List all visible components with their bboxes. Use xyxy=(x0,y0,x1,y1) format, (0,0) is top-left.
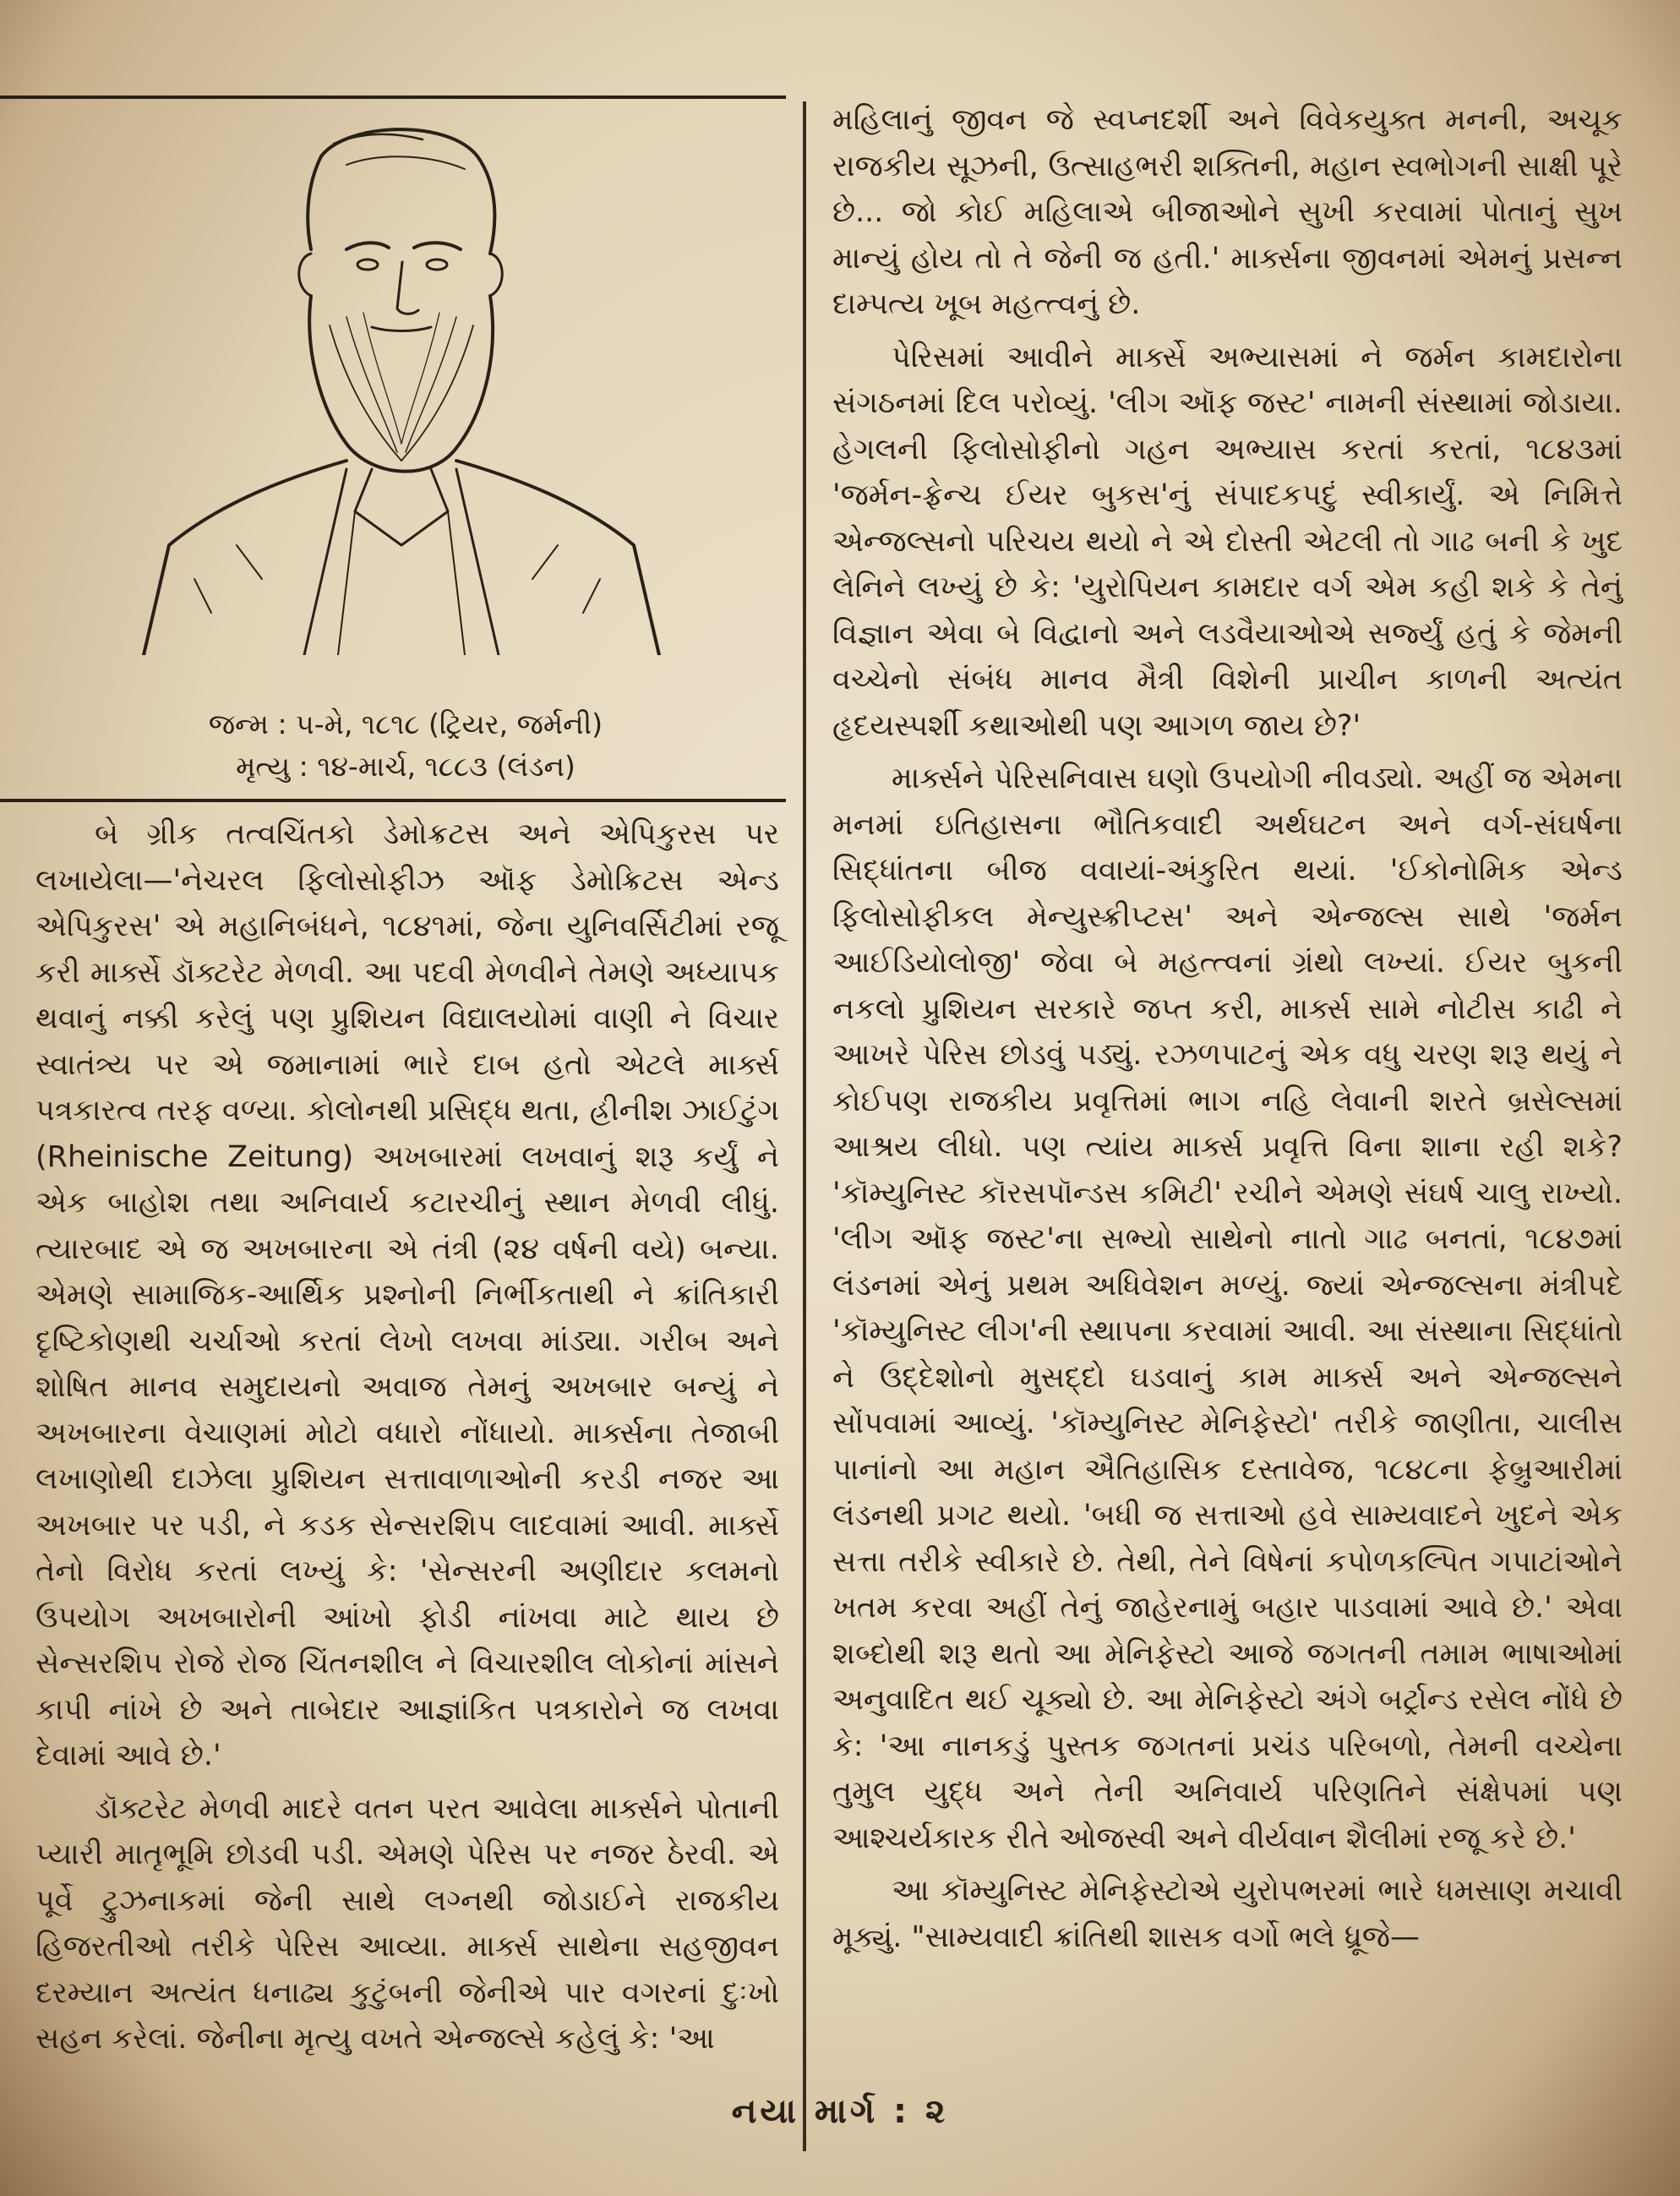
caption-rule xyxy=(0,799,786,802)
right-column xyxy=(832,97,1623,1960)
top-rule xyxy=(0,96,786,99)
left-paragraph-2: ડૉક્ટરેટ મેળવી માદરે વતન પરત આવેલા માર્ક્સને પોતાની પ્યારી માતૃભૂમિ છોડવી પડી. એમણે પેરિસ પર નજર ઠેરવી. એ પૂર્વે ટ્રુઝનાકમાં જેની સાથે લગ્નથી જોડાઈને રાજકીય હિજરતીઓ તરીકે પેરિસ આવ્યા. માર્ક્સ સાથેના સહજીવન દરમ્યાન અત્યંત ધનાઢ્ય કુટુંબની જેનીએ પાર વગરનાં દુઃખો સહન કરેલાં. જેનીના મૃત્યુ વખતે એન્જલ્સે કહેલું કે: 'આ xyxy=(35,1791,779,2056)
right-paragraph-1: મહિલાનું જીવન જે સ્વપ્નદર્શી અને વિવેકયુક્ત મનની, અચૂક રાજકીય સૂઝની, ઉત્સાહભરી શક્તિની, મહાન સ્વભોગની સાક્ષી પૂરે છે... જો કોઈ મહિલાએ બીજાઓને સુખી કરવામાં પોતાનું સુખ માન્યું હોય તો તે જેની જ હતી.' માર્ક્સના જીવનમાં એમનું પ્રસન્ન દામ્પત્ય ખૂબ મહત્ત્વનું છે. xyxy=(832,103,1623,321)
portrait-illustration xyxy=(93,106,701,655)
right-paragraph-4: આ કૉમ્યુનિસ્ટ મેનિફેસ્ટોએ યુરોપભરમાં ભારે ધમસાણ મચાવી મૂક્યું. "સામ્યવાદી ક્રાંતિથી શાસક વર્ગો ભલે ધ્રૂજે— xyxy=(832,1874,1623,1954)
death-caption: મૃત્યુ : ૧૪-માર્ચ, ૧૮૮૩ (લંડન) xyxy=(236,750,575,783)
left-column xyxy=(35,811,779,2062)
column-divider xyxy=(803,101,806,2151)
right-paragraph-2: પેરિસમાં આવીને માર્ક્સે અભ્યાસમાં ને જર્મન કામદારોના સંગઠનમાં દિલ પરોવ્યું. 'લીગ ઑફ જસ્ટ' નામની સંસ્થામાં જોડાયા. હેગલની ફિલોસોફીનો ગહન અભ્યાસ કરતાં કરતાં, ૧૮૪૩માં 'જર્મન-ફ્રેન્ચ ઈયર બુકસ'નું સંપાદકપદું સ્વીકાર્યું. એ નિમિત્તે એન્જલ્સનો પરિચય થયો ને એ દોસ્તી એટલી તો ગાઢ બની કે ખુદ લેનિને લખ્યું છે કે: 'યુરોપિયન કામદાર વર્ગ એમ કહી શકે કે તેનું વિજ્ઞાન એવા બે વિદ્વાનો અને લડવૈયાઓએ સર્જ્યું હતું કે જેમની વચ્ચેનો સંબંધ માનવ મૈત્રી વિશેની પ્રાચીન કાળની અત્યંત હૃદયસ્પર્શી કથાઓથી પણ આગળ જાય છે?' xyxy=(832,340,1623,743)
right-paragraph-3: માર્ક્સને પેરિસનિવાસ ઘણો ઉપયોગી નીવડ્યો. અહીં જ એમના મનમાં ઇતિહાસના ભૌતિકવાદી અર્થઘટન અને વર્ગ-સંઘર્ષના સિદ્ધાંતના બીજ વવાયાં-અંકુરિત થયાં. 'ઈકોનોમિક એન્ડ ફિલોસોફીકલ મેન્યુસ્ક્રીપ્ટસ' અને એન્જલ્સ સાથે 'જર્મન આઈડિયોલોજી' જેવા બે મહત્ત્વનાં ગ્રંથો લખ્યાં. ઈયર બુકની નકલો પ્રુશિયન સરકારે જપ્ત કરી, માર્ક્સ સામે નોટીસ કાઢી ને આખરે પેરિસ છોડવું પડ્યું. રઝળપાટનું એક વધુ ચરણ શરૂ થયું ને કોઈપણ રાજકીય પ્રવૃત્તિમાં ભાગ નહિ લેવાની શરતે બ્રસેલ્સમાં આશ્રય લીધો. પણ ત્યાંય માર્ક્સ પ્રવૃત્તિ વિના શાના રહી શકે? 'કૉમ્યુનિસ્ટ કૉરસપૉન્ડસ કમિટી' રચીને એમણે સંઘર્ષ ચાલુ રાખ્યો. 'લીગ ઑફ જસ્ટ'ના સભ્યો સાથેનો નાતો ગાઢ બનતાં, ૧૮૪૭માં લંડનમાં એનું પ્રથમ અધિવેશન મળ્યું. જ્યાં એન્જલ્સના મંત્રીપદે 'કૉમ્યુનિસ્ટ લીગ'ની સ્થાપના કરવામાં આવી. આ સંસ્થાના સિદ્ધાંતો ને ઉદ્દેશોનો મુસદ્દો ઘડવાનું કામ માર્ક્સ અને એન્જલ્સને સોંપવામાં આવ્યું. 'કૉમ્યુનિસ્ટ મેનિફેસ્ટો' તરીકે જાણીતા, ચાલીસ પાનાંનો આ મહાન ઐતિહાસિક દસ્તાવેજ, ૧૮૪૮ના ફેબ્રુઆરીમાં લંડનથી પ્રગટ થયો. 'બધી જ સત્તાઓ હવે સામ્યવાદને ખુદને એક સત્તા તરીકે સ્વીકારે છે. તેથી, તેને વિષેનાં કપોળકલ્પિત ગપાટાંઓને ખતમ કરવા અહીં તેનું જાહેરનામું બહાર પાડવામાં આવે છે.' એવા શબ્દોથી શરૂ થતો આ મેનિફેસ્ટો આજે જગતની તમામ ભાષાઓમાં અનુવાદિત થઈ ચૂક્યો છે. આ મેનિફેસ્ટો અંગે બર્ટ્રાન્ડ રસેલ નોંધે છે કે: 'આ નાનકડું પુસ્તક જગતનાં પ્રચંડ પરિબળો, તેમની વચ્ચેના તુમુલ યુદ્ધ અને તેની અનિવાર્ય પરિણતિને સંક્ષેપમાં પણ આશ્ચર્યકારક રીતે ઓજસ્વી અને વીર્યવાન શૈલીમાં રજૂ કરે છે.' xyxy=(832,762,1623,1855)
birth-caption: જન્મ : ૫-મે, ૧૮૧૮ (ટ્રિયર, જર્મની) xyxy=(208,707,603,740)
page-footer: નયા માર્ગ : ૨ xyxy=(731,2092,949,2131)
left-paragraph-1: બે ગ્રીક તત્વચિંતકો ડેમોક્રટસ અને એપિકુરસ પર લખાયેલા—'નેચરલ ફિલોસોફીઝ ઑફ ડેમોક્રિટસ એન્ડ એપિકુરસ' એ મહાનિબંધને, ૧૮૪૧માં, જેના યુનિવર્સિટીમાં રજૂ કરી માર્ક્સે ડૉક્ટરેટ મેળવી. આ પદવી મેળવીને તેમણે અધ્યાપક થવાનું નક્કી કરેલું પણ પ્રુશિયન વિદ્યાલયોમાં વાણી ને વિચાર સ્વાતંત્ર્ય પર એ જમાનામાં ભારે દાબ હતો એટલે માર્ક્સ પત્રકારત્વ તરફ વળ્યા. કોલોનથી પ્રસિદ્ધ થતા, હ્રીનીશ ઝાઈટુંગ (Rheinische Zeitung) અખબારમાં લખવાનું શરૂ કર્યું ને એક બાહોશ તથા અનિવાર્ય કટારચીનું સ્થાન મેળવી લીધું. ત્યારબાદ એ જ અખબારના એ તંત્રી (૨૪ વર્ષની વયે) બન્યા. એમણે સામાજિક-આર્થિક પ્રશ્નોની નિર્ભીકતાથી ને ક્રાંતિકારી દૃષ્ટિકોણથી ચર્ચાઓ કરતાં લેખો લખવા માંડ્યા. ગરીબ અને શોષિત માનવ સમુદાયનો અવાજ તેમનું અખબાર બન્યું ને અખબારના વેચાણમાં મોટો વધારો નોંધાયો. માર્ક્સના તેજાબી લખાણોથી દાઝેલા પ્રુશિયન સત્તાવાળાઓની કરડી નજર આ અખબાર પર પડી, ને કડક સેન્સરશિપ લાદવામાં આવી. માર્ક્સે તેનો વિરોધ કરતાં લખ્યું કે: 'સેન્સરની અણીદાર કલમનો ઉપયોગ અખબારોની આંખો ફોડી નાંખવા માટે થાય છે સેન્સરશિપ રોજે રોજ ચિંતનશીલ ને વિચારશીલ લોકોનાં માંસને કાપી નાંખે છે અને તાબેદાર આજ્ઞાંકિત પત્રકારોને જ લખવા દેવામાં આવે છે.' xyxy=(35,817,779,1773)
